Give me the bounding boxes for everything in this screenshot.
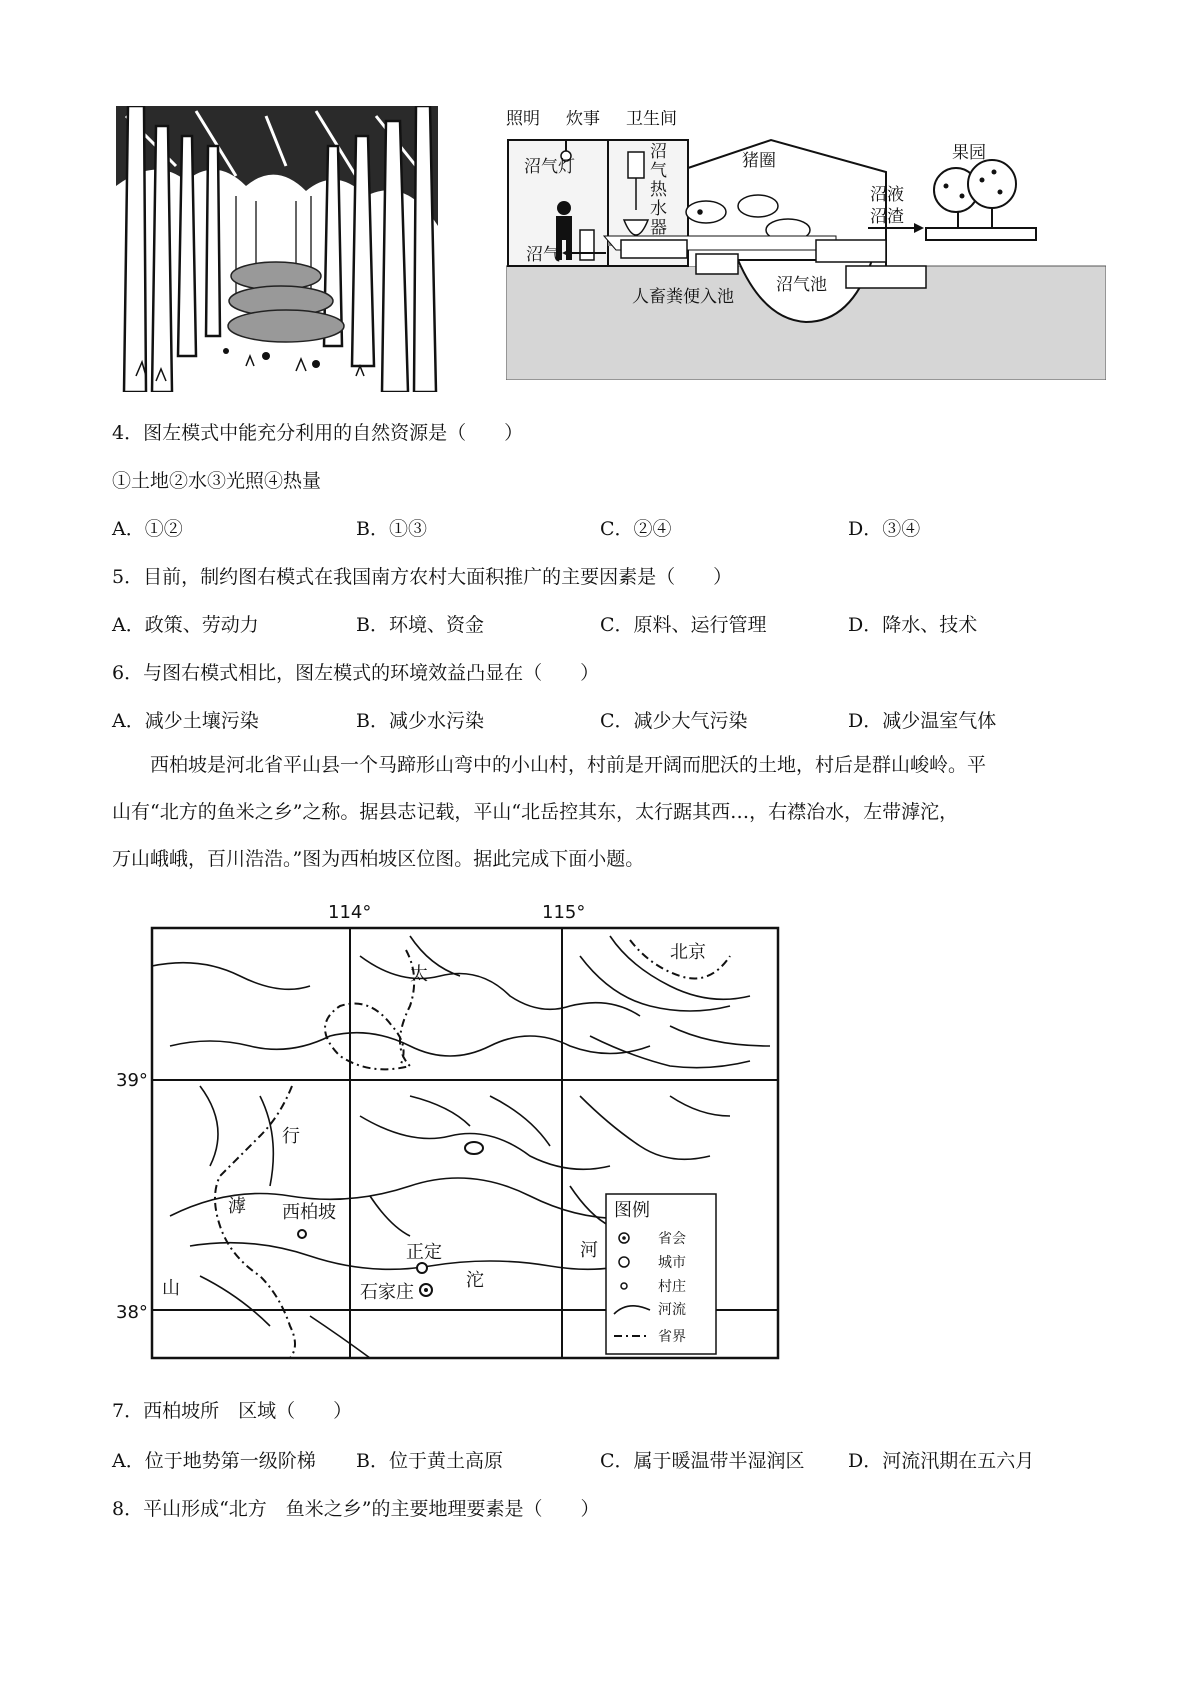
passage bbox=[112, 742, 1102, 883]
label-lighting: 照明 bbox=[506, 110, 540, 129]
lat-label-39: 39° bbox=[116, 1070, 148, 1091]
q5-option-a: A．政策、劳动力 bbox=[112, 614, 259, 636]
q7-stem: 7．西柏坡所 区域（ ） bbox=[112, 1400, 353, 1422]
label-biogas: 沼气 bbox=[526, 245, 560, 265]
label-cooking: 炊事 bbox=[566, 110, 600, 129]
q5-option-b: B．环境、资金 bbox=[356, 614, 484, 636]
q7-option-a: A．位于地势第一级阶梯 bbox=[112, 1450, 316, 1472]
label-xibaipo: 西柏坡 bbox=[282, 1202, 336, 1223]
passage-line-2: 山有“北方的鱼米之乡”之称。据县志记载，平山“北岳控其东，太行踞其西…，右襟冶水，左带滹沱， bbox=[112, 801, 959, 823]
forest-figure bbox=[116, 106, 438, 392]
q7-option-c: C．属于暖温带半湿润区 bbox=[600, 1450, 805, 1472]
zhengding-marker bbox=[417, 1263, 427, 1273]
legend-river: 河流 bbox=[658, 1302, 686, 1318]
label-orchard: 果园 bbox=[952, 143, 986, 163]
label-residue: 沼渣 bbox=[870, 207, 904, 227]
label-shijiazhuang: 石家庄 bbox=[360, 1282, 414, 1303]
label-zhengding: 正定 bbox=[406, 1242, 442, 1263]
label-pigsty: 猪圈 bbox=[742, 151, 776, 171]
q4-option-c: C．②④ bbox=[600, 518, 672, 540]
q5-stem: 5．目前，制约图右模式在我国南方农村大面积推广的主要因素是（ ） bbox=[112, 566, 733, 588]
xibaipo-marker bbox=[298, 1230, 306, 1238]
label-river-hu: 滹 bbox=[228, 1196, 246, 1217]
orchard-trees-icon bbox=[926, 160, 1036, 240]
label-slurry: 沼液 bbox=[870, 185, 904, 205]
q4-option-d: D．③④ bbox=[848, 518, 921, 540]
q6-option-d: D．减少温室气体 bbox=[848, 710, 997, 732]
q4-option-a: A．①② bbox=[112, 518, 183, 540]
legend-title: 图例 bbox=[614, 1200, 650, 1221]
location-map bbox=[110, 896, 790, 1366]
label-river-he: 河 bbox=[580, 1240, 598, 1261]
q6-stem: 6．与图右模式相比，图左模式的环境效益凸显在（ ） bbox=[112, 662, 600, 684]
label-inlet: 人畜粪便入池 bbox=[632, 287, 734, 307]
label-river-tuo: 沱 bbox=[466, 1270, 484, 1291]
label-water-heater: 沼气热水器 bbox=[646, 142, 666, 237]
legend-boundary: 省界 bbox=[658, 1329, 686, 1345]
q5-option-c: C．原料、运行管理 bbox=[600, 614, 767, 636]
legend-city: 城市 bbox=[658, 1255, 686, 1271]
legend-capital: 省会 bbox=[658, 1231, 686, 1247]
map-legend bbox=[606, 1194, 716, 1354]
q4-option-b: B．①③ bbox=[356, 518, 427, 540]
label-range-hang: 行 bbox=[282, 1126, 300, 1147]
q8-stem: 8．平山形成“北方 鱼米之乡”的主要地理要素是（ ） bbox=[112, 1498, 600, 1520]
label-range-tai: 太 bbox=[410, 964, 428, 985]
label-digester: 沼气池 bbox=[776, 275, 827, 295]
label-toilet: 卫生间 bbox=[626, 110, 677, 129]
passage-line-1: 西柏坡是河北省平山县一个马蹄形山弯中的小山村，村前是开阔而肥沃的土地，村后是群山峻岭。平 bbox=[150, 754, 987, 776]
lon-label-115: 115° bbox=[542, 902, 586, 923]
q6-option-c: C．减少大气污染 bbox=[600, 710, 748, 732]
legend-village: 村庄 bbox=[658, 1279, 686, 1295]
lat-label-38: 38° bbox=[116, 1302, 148, 1323]
q4-stem: 4．图左模式中能充分利用的自然资源是（ ） bbox=[112, 422, 524, 444]
label-beijing: 北京 bbox=[670, 942, 706, 963]
lon-label-114: 114° bbox=[328, 902, 372, 923]
passage-line-3: 万山峨峨，百川浩浩。”图为西柏坡区位图。据此完成下面小题。 bbox=[112, 848, 645, 870]
q5-option-d: D．降水、技术 bbox=[848, 614, 978, 636]
q6-option-b: B．减少水污染 bbox=[356, 710, 484, 732]
q4-items: ①土地②水③光照④热量 bbox=[112, 470, 322, 492]
label-biogas-lamp: 沼气灯 bbox=[524, 157, 575, 177]
biogas-figure bbox=[506, 110, 1106, 380]
q6-option-a: A．减少土壤污染 bbox=[112, 710, 259, 732]
label-range-shan: 山 bbox=[162, 1278, 180, 1299]
q7-option-b: B．位于黄土高原 bbox=[356, 1450, 503, 1472]
q7-option-d: D．河流汛期在五六月 bbox=[848, 1450, 1035, 1472]
